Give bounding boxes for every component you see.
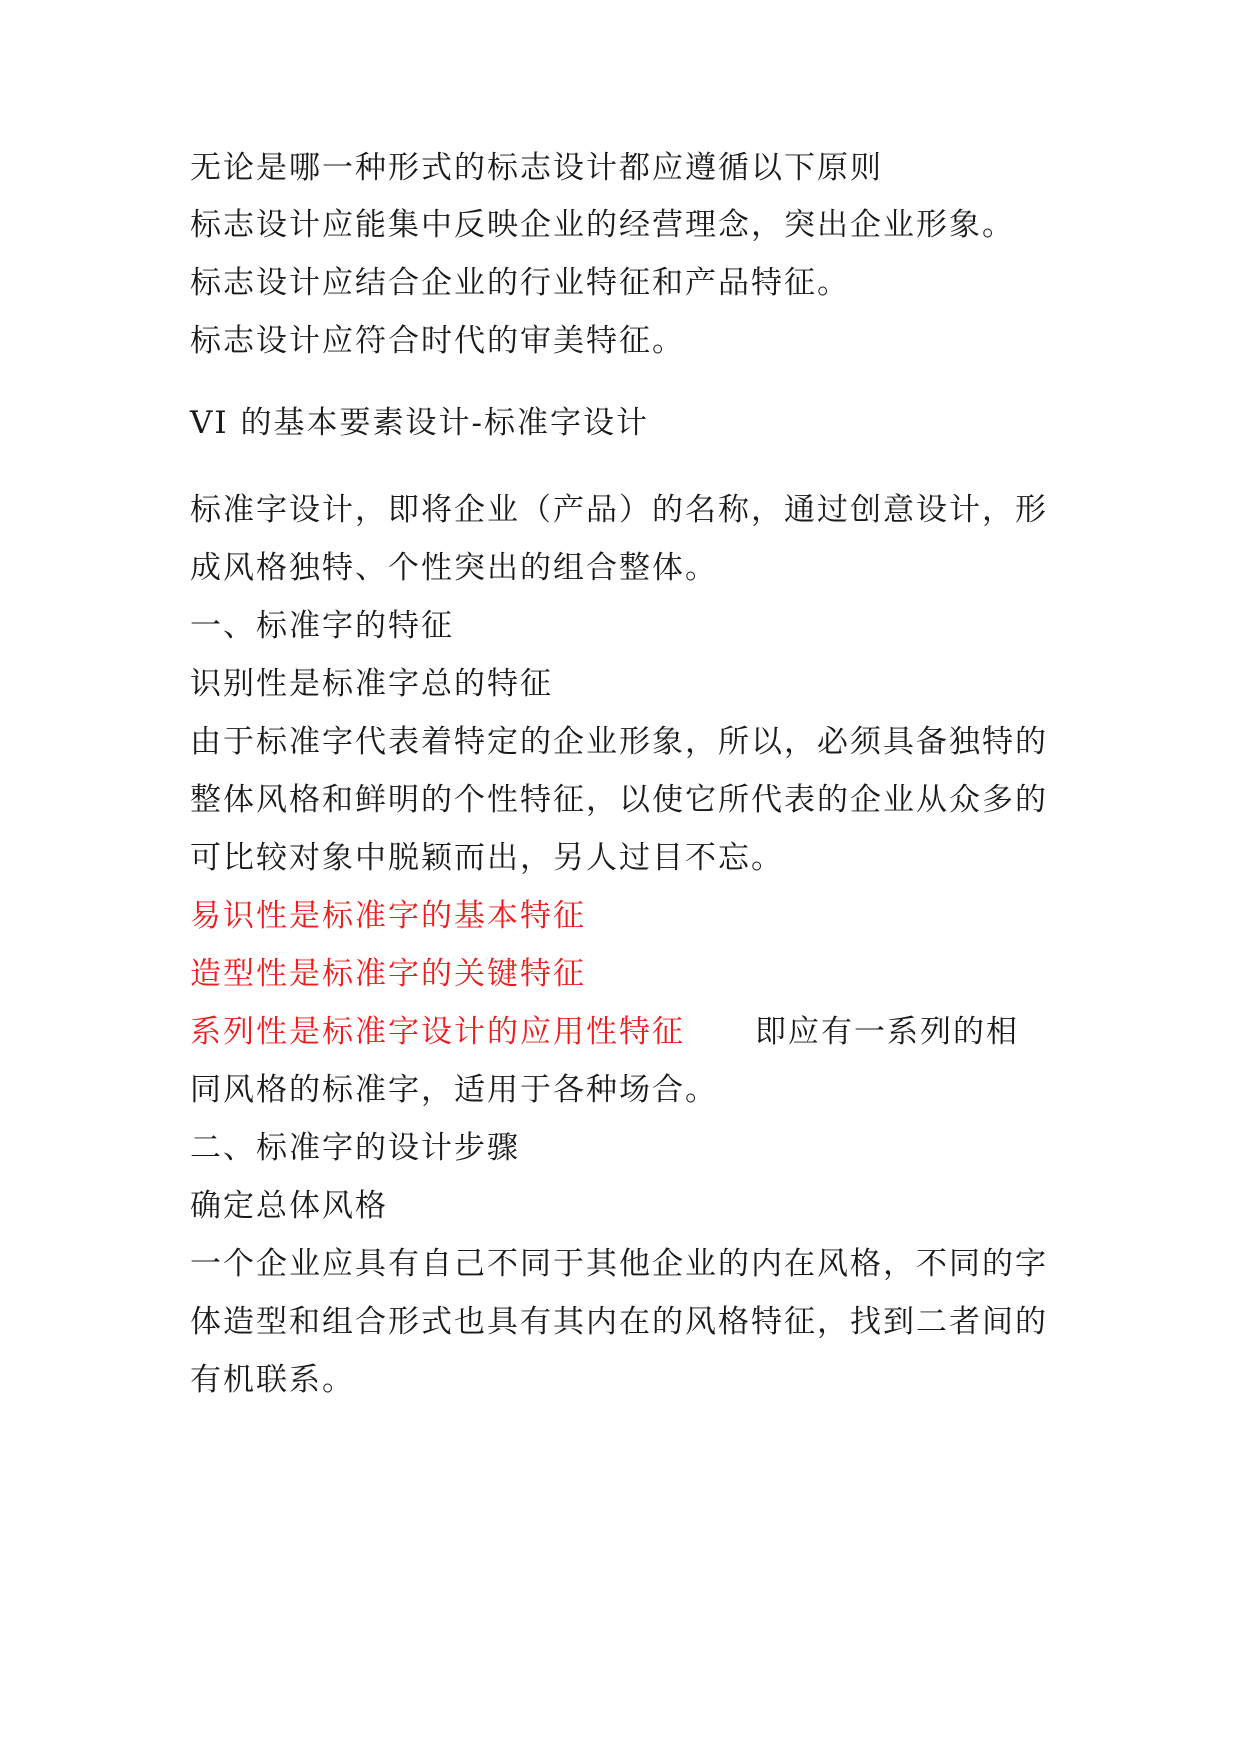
subsection-heading-1: 一、标准字的特征 [190,608,454,644]
feature-series-line [190,1012,1070,1052]
feature-heading-recognizability: 识别性是标准字总的特征 [190,666,553,702]
feature-paragraph-line-1: 由于标准字代表着特定的企业形象，所以，必须具备独特的 [190,724,1048,760]
feature-paragraph-line-3: 可比较对象中脱颖而出，另人过目不忘。 [190,840,784,876]
step-paragraph-line-1: 一个企业应具有自己不同于其他企业的内在风格，不同的字 [190,1246,1048,1282]
principle-heading: 无论是哪一种形式的标志设计都应遵循以下原则 [190,150,883,186]
section-title: VI 的基本要素设计-标准字设计 [190,405,649,441]
principle-item-1: 标志设计应能集中反映企业的经营理念，突出企业形象。 [190,207,1015,243]
principle-item-2: 标志设计应结合企业的行业特征和产品特征。 [190,265,850,301]
feature-shape: 造型性是标准字的关键特征 [190,956,586,992]
feature-series-highlight: 系列性是标准字设计的应用性特征 [190,1014,685,1050]
feature-paragraph-line-2: 整体风格和鲜明的个性特征，以使它所代表的企业从众多的 [190,782,1048,818]
feature-series-line-2: 同风格的标准字，适用于各种场合。 [190,1072,718,1108]
feature-easy-recognition: 易识性是标准字的基本特征 [190,898,586,934]
step-paragraph-line-2: 体造型和组合形式也具有其内在的风格特征，找到二者间的 [190,1304,1048,1340]
step-paragraph-line-3: 有机联系。 [190,1362,355,1398]
intro-paragraph-line-1: 标准字设计，即将企业（产品）的名称，通过创意设计，形 [190,492,1048,528]
step-heading-style: 确定总体风格 [190,1188,388,1224]
subsection-heading-2: 二、标准字的设计步骤 [190,1130,520,1166]
feature-series-continuation: 即应有一系列的相 [755,1014,1019,1050]
intro-paragraph-line-2: 成风格独特、个性突出的组合整体。 [190,550,718,586]
principle-item-3: 标志设计应符合时代的审美特征。 [190,323,685,359]
